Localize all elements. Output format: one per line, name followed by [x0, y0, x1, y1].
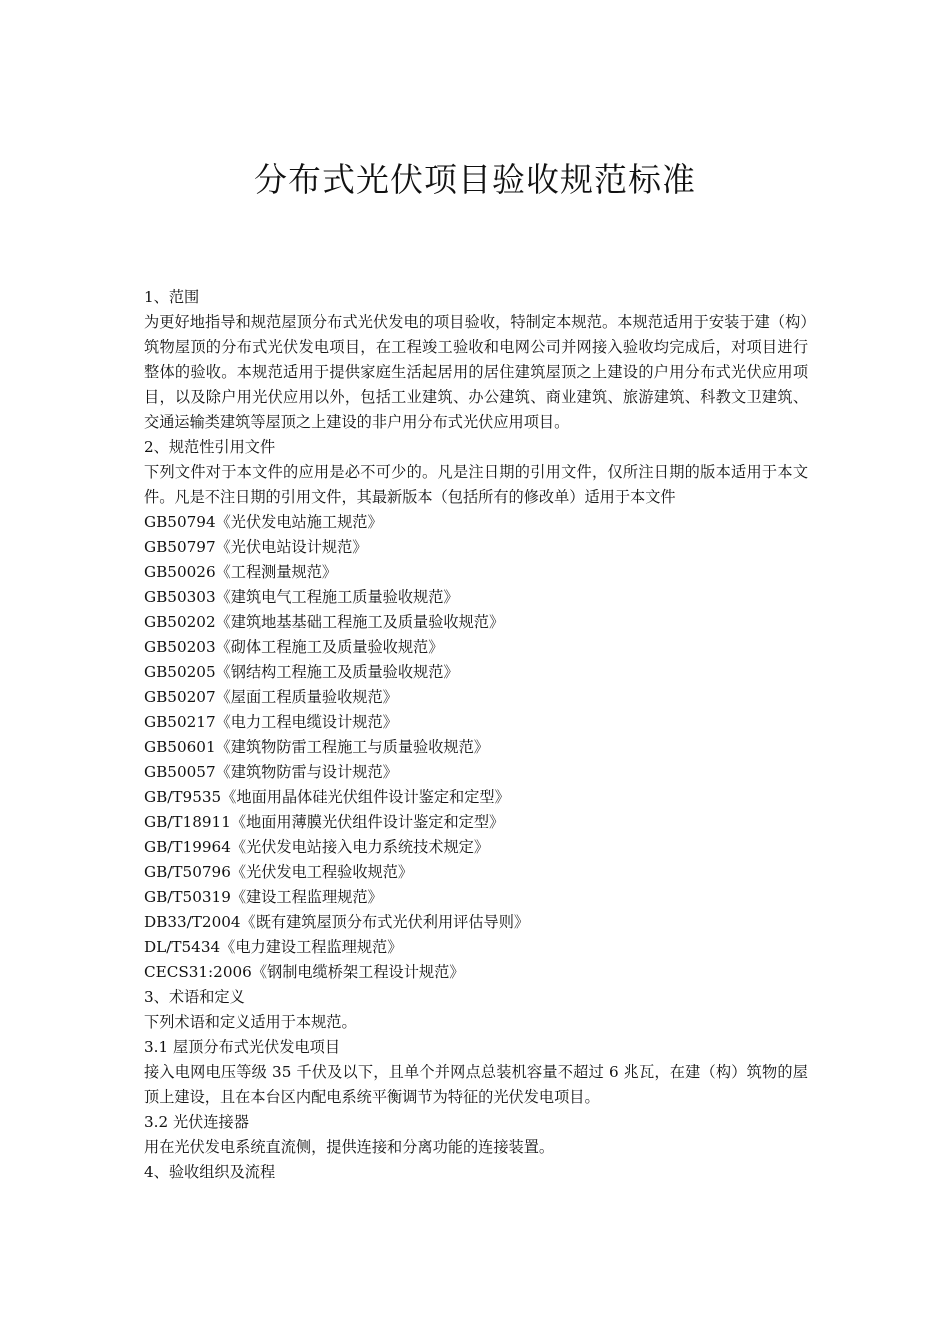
- reference-item: GB50057《建筑物防雷与设计规范》: [144, 763, 398, 781]
- reference-item: GB50217《电力工程电缆设计规范》: [144, 713, 398, 731]
- reference-item: DL/T5434《电力建设工程监理规范》: [144, 938, 403, 956]
- reference-item: GB/T9535《地面用晶体硅光伏组件设计鉴定和定型》: [144, 788, 510, 806]
- term-definition: 用在光伏发电系统直流侧，提供连接和分离功能的连接装置。: [144, 1138, 555, 1156]
- reference-item: GB/T19964《光伏发电站接入电力系统技术规定》: [144, 838, 490, 856]
- section-2-heading: 2、规范性引用文件: [144, 438, 276, 456]
- reference-item: GB50207《屋面工程质量验收规范》: [144, 688, 398, 706]
- reference-item: GB50205《钢结构工程施工及质量验收规范》: [144, 663, 459, 681]
- section-3-heading: 3、术语和定义: [144, 988, 245, 1006]
- term-definition: 接入电网电压等级 35 千伏及以下，且单个并网点总装机容量不超过 6 兆瓦，在建（构）筑物的屋顶上建设，且在本台区内配电系统平衡调节为特征的光伏发电项目。: [144, 1063, 808, 1106]
- reference-item: GB50794《光伏发电站施工规范》: [144, 513, 383, 531]
- reference-item: GB50797《光伏电站设计规范》: [144, 538, 368, 556]
- reference-item: GB/T50319《建设工程监理规范》: [144, 888, 383, 906]
- term-heading: 3.2 光伏连接器: [144, 1113, 249, 1131]
- reference-item: GB/T18911《地面用薄膜光伏组件设计鉴定和定型》: [144, 813, 505, 831]
- reference-item: GB50303《建筑电气工程施工质量验收规范》: [144, 588, 459, 606]
- section-1-paragraph: 为更好地指导和规范屋顶分布式光伏发电的项目验收，特制定本规范。本规范适用于安装于建（构）筑物屋顶的分布式光伏发电项目，在工程竣工验收和电网公司并网接入验收均完成后，对项目进行整体的验收。本规范适用于提供家庭生活起居用的居住建筑屋顶之上建设的户用分布式光伏应用项目，以及除户用光伏应用以外，包括工业建筑、办公建筑、商业建筑、旅游建筑、科教文卫建筑、交通运输类建筑等屋顶之上建设的非户用分布式光伏应用项目。: [144, 313, 808, 431]
- reference-item: GB50026《工程测量规范》: [144, 563, 338, 581]
- reference-item: GB50601《建筑物防雷工程施工与质量验收规范》: [144, 738, 489, 756]
- section-3-intro: 下列术语和定义适用于本规范。: [144, 1013, 357, 1031]
- document-body: [144, 285, 808, 1185]
- section-1-heading: 1、范围: [144, 288, 200, 306]
- reference-item: DB33/T2004《既有建筑屋顶分布式光伏利用评估导则》: [144, 913, 530, 931]
- reference-item: GB50202《建筑地基基础工程施工及质量验收规范》: [144, 613, 505, 631]
- term-heading: 3.1 屋顶分布式光伏发电项目: [144, 1038, 341, 1056]
- section-2-paragraph: 下列文件对于本文件的应用是必不可少的。凡是注日期的引用文件，仅所注日期的版本适用于本文件。凡是不注日期的引用文件，其最新版本（包括所有的修改单）适用于本文件: [144, 463, 808, 506]
- reference-item: GB/T50796《光伏发电工程验收规范》: [144, 863, 414, 881]
- document-title: 分布式光伏项目验收规范标准: [254, 160, 696, 199]
- reference-item: GB50203《砌体工程施工及质量验收规范》: [144, 638, 444, 656]
- section-4-heading: 4、验收组织及流程: [144, 1163, 276, 1181]
- reference-item: CECS31:2006《钢制电缆桥架工程设计规范》: [144, 963, 465, 981]
